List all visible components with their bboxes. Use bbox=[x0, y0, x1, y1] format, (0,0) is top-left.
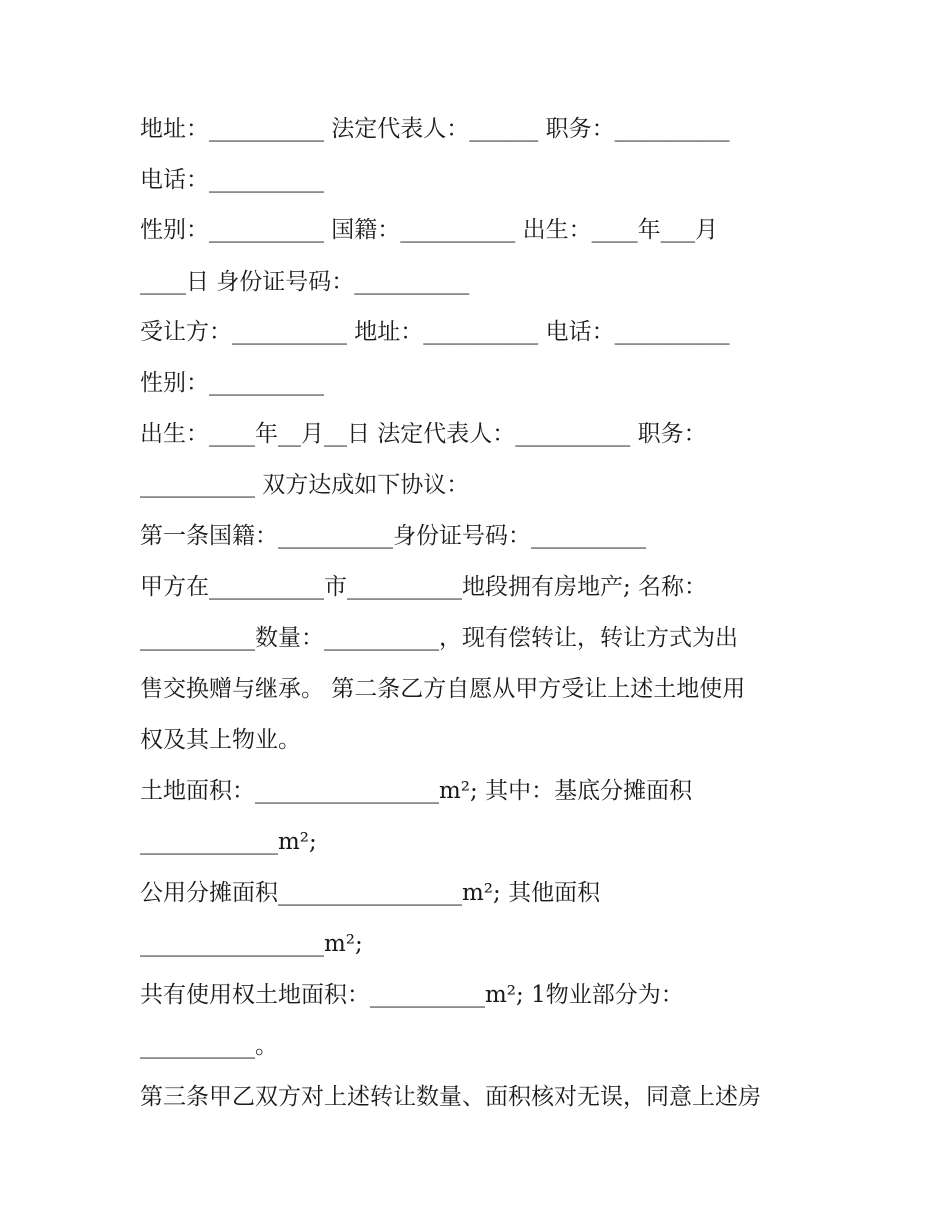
text-line-land-area: 土地面积：________________m²; 其中：基底分摊面积 bbox=[140, 778, 693, 804]
text-line-transferee-address-phone: 受让方：__________ 地址：__________ 电话：__________ bbox=[140, 319, 730, 345]
text-line-property-rights: 权及其上物业。 bbox=[140, 727, 301, 753]
text-line-article-two: 售交换赠与继承。 第二条乙方自愿从甲方受让上述土地使用 bbox=[140, 676, 746, 702]
text-line-other-area: ________________m²; bbox=[140, 931, 363, 957]
text-line-co-owned-land-area: 共有使用权土地面积：__________m²; 1物业部分为： bbox=[140, 982, 684, 1008]
text-line-article-one-nationality-id: 第一条国籍：__________身份证号码：__________ bbox=[140, 523, 646, 549]
text-line-quantity-transfer-method: __________数量：__________，现有偿转让，转让方式为出 bbox=[140, 625, 738, 651]
text-line-phone: 电话：__________ bbox=[140, 167, 324, 193]
text-line-party-a-real-estate: 甲方在__________市__________地段拥有房地产; 名称： bbox=[140, 574, 708, 600]
text-line-gender-nationality-birth: 性别：__________ 国籍：__________ 出生：____年___月 bbox=[140, 217, 719, 243]
text-line-base-shared-area: ____________m²; bbox=[140, 829, 317, 855]
text-line-public-shared-area: 公用分摊面积________________m²; 其他面积 bbox=[140, 880, 601, 906]
text-line-transferee-gender: 性别：__________ bbox=[140, 370, 324, 396]
text-line-property-section: __________。 bbox=[140, 1033, 278, 1059]
text-line-birth-representative-position: 出生：____年__月__日 法定代表人：__________ 职务： bbox=[140, 421, 707, 447]
text-line-article-three: 第三条甲乙双方对上述转让数量、面积核对无误，同意上述房 bbox=[140, 1084, 761, 1110]
text-line-agreement-reached: __________ 双方达成如下协议： bbox=[140, 472, 470, 498]
text-line-address-representative-position: 地址：__________ 法定代表人：______ 职务：__________ bbox=[140, 116, 730, 142]
text-line-day-id-number: ____日 身份证号码：__________ bbox=[140, 269, 470, 295]
